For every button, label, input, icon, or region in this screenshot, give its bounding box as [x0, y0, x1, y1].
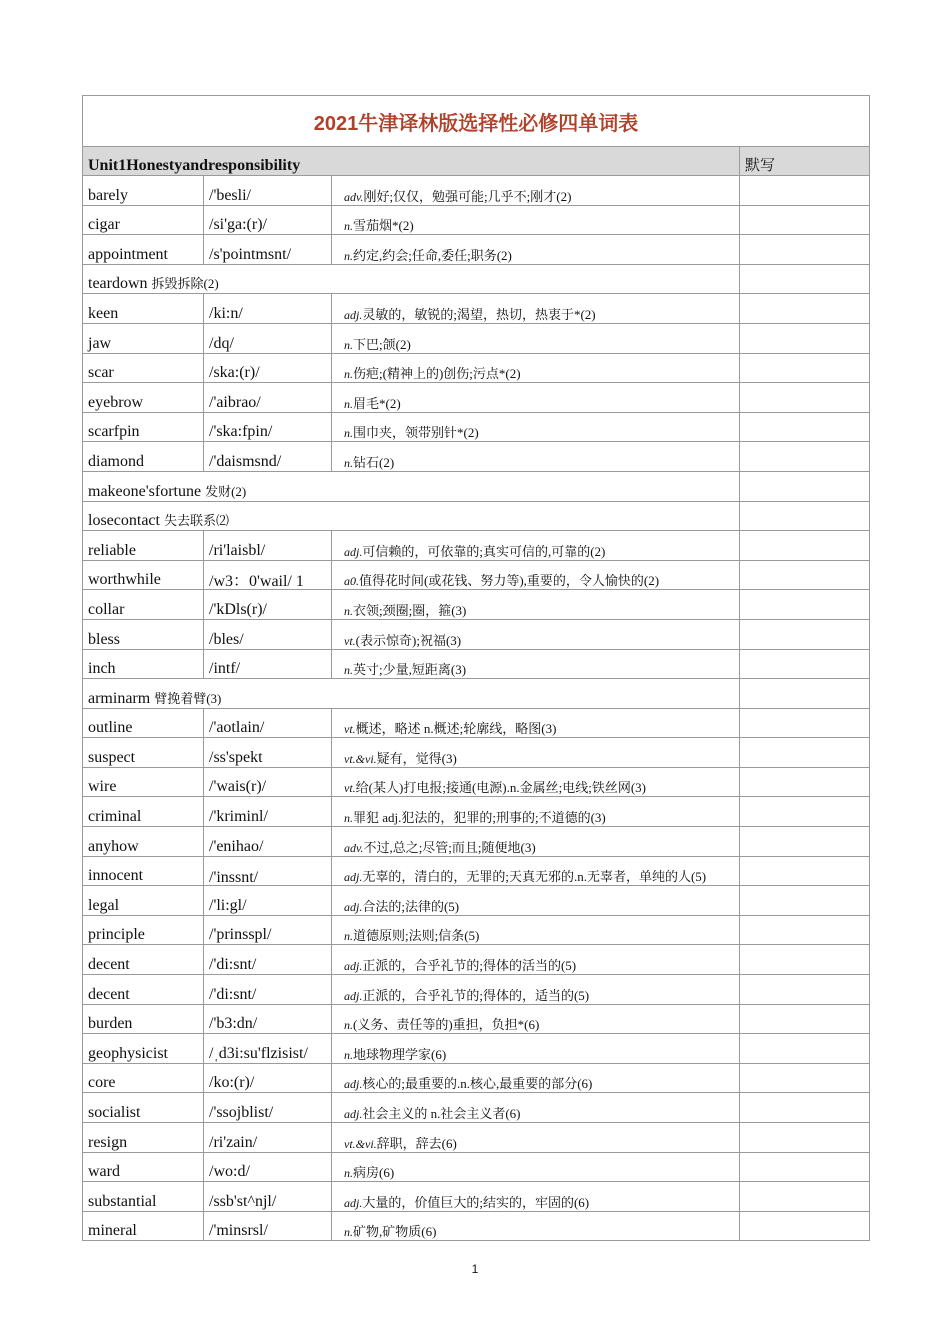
meaning-cell	[332, 590, 740, 620]
meaning-wrap	[344, 780, 646, 795]
phonetic-cell: /si'ga:(r)/	[204, 205, 332, 235]
dictation-cell[interactable]	[740, 471, 870, 501]
phonetic-cell: /'ssojblist/	[204, 1093, 332, 1123]
word-cell: wire	[83, 767, 204, 797]
word-row	[83, 915, 870, 945]
meaning-wrap	[344, 366, 521, 381]
meaning-cell	[332, 560, 740, 590]
meaning-wrap	[344, 1106, 521, 1121]
word-cell: outline	[83, 708, 204, 738]
meaning-text: 钻石(2)	[353, 454, 395, 470]
phonetic-cell: /ki:n/	[204, 294, 332, 324]
meaning-cell	[332, 708, 740, 738]
dictation-cell[interactable]	[740, 294, 870, 324]
word-row	[83, 1093, 870, 1123]
dictation-cell[interactable]	[740, 531, 870, 561]
meaning-text: 概述，略述 n.概述;轮廓线，略图(3)	[355, 721, 557, 737]
dictation-cell[interactable]	[740, 205, 870, 235]
phonetic-cell: /'di:snt/	[204, 945, 332, 975]
word-row	[83, 205, 870, 235]
word-cell: keen	[83, 294, 204, 324]
dictation-cell[interactable]	[740, 945, 870, 975]
part-of-speech: n.	[344, 367, 353, 382]
word-row	[83, 619, 870, 649]
dictation-cell[interactable]	[740, 619, 870, 649]
part-of-speech: adv.	[344, 840, 364, 855]
word-cell: diamond	[83, 442, 204, 472]
meaning-wrap	[344, 544, 605, 559]
meaning-text: 围巾夹，领带别针*(2)	[353, 425, 479, 441]
dictation-cell[interactable]	[740, 649, 870, 679]
phonetic-cell: /'besli/	[204, 176, 332, 206]
word-cell: eyebrow	[83, 383, 204, 413]
meaning-wrap	[344, 1165, 394, 1180]
phrase-row	[83, 264, 870, 294]
meaning-wrap	[344, 633, 461, 648]
meaning-wrap	[344, 1076, 592, 1091]
meaning-text: 无辜的，清白的，无罪的;天真无邪的.n.无辜者，单纯的人(5)	[362, 869, 707, 885]
dictation-cell[interactable]	[740, 975, 870, 1005]
phrase-text: makeone'sfortune	[88, 482, 202, 500]
meaning-cell	[332, 383, 740, 413]
meaning-wrap	[344, 1224, 436, 1239]
meaning-text: 罪犯 adj.犯法的，犯罪的;刑事的;不道德的(3)	[353, 810, 606, 826]
meaning-cell	[332, 1034, 740, 1064]
dictation-cell[interactable]	[740, 1123, 870, 1153]
meaning-cell	[332, 176, 740, 206]
word-row	[83, 649, 870, 679]
meaning-text: 值得花时间(或花钱、努力等),重要的，令人愉快的(2)	[359, 573, 660, 589]
phrase-cell	[83, 264, 740, 294]
part-of-speech: n.	[344, 219, 353, 234]
phonetic-cell: /'kriminl/	[204, 797, 332, 827]
dictation-cell[interactable]	[740, 176, 870, 206]
phonetic-cell: /'enihao/	[204, 827, 332, 857]
phrase-cell	[83, 679, 740, 709]
dictation-cell[interactable]	[740, 383, 870, 413]
phonetic-cell	[204, 856, 332, 886]
dictation-cell[interactable]	[740, 679, 870, 709]
phonetic-cell: /'b3:dn/	[204, 1004, 332, 1034]
meaning-text: 衣领;颈圈;圈，箍(3)	[353, 602, 467, 618]
meaning-text: 辞职，辞去(6)	[376, 1135, 457, 1151]
meaning-text: 核心的;最重要的.n.核心,最重要的部分(6)	[362, 1076, 593, 1092]
word-cell: scarfpin	[83, 412, 204, 442]
meaning-wrap	[344, 869, 739, 885]
word-cell: collar	[83, 590, 204, 620]
word-row	[83, 1004, 870, 1034]
meaning-cell	[332, 1211, 740, 1241]
phonetic-cell: /intf/	[204, 649, 332, 679]
meaning-cell	[332, 1182, 740, 1212]
part-of-speech: vt.	[344, 722, 356, 737]
meaning-cell	[332, 649, 740, 679]
dictation-cell[interactable]	[740, 560, 870, 590]
part-of-speech: vt.&vi.	[344, 1136, 377, 1151]
word-row	[83, 590, 870, 620]
dictation-cell[interactable]	[740, 1004, 870, 1034]
meaning-wrap	[344, 248, 512, 263]
phonetic-cell: /dq/	[204, 323, 332, 353]
phonetic-cell: /ssb'st^njl/	[204, 1182, 332, 1212]
meaning-cell	[332, 531, 740, 561]
word-cell: mineral	[83, 1211, 204, 1241]
meaning-text: 给(某人)打电报;接通(电源).n.金属丝;电线;铁丝网(3)	[355, 780, 646, 796]
phonetic-cell: /'kDls(r)/	[204, 590, 332, 620]
part-of-speech: a0.	[344, 574, 359, 589]
meaning-text: 不过,总之;尽管;而且;随便地(3)	[363, 839, 536, 855]
word-row	[83, 856, 870, 886]
phonetic-cell: /'aotlain/	[204, 708, 332, 738]
dictation-cell[interactable]	[740, 856, 870, 886]
meaning-wrap	[344, 721, 556, 736]
meaning-text: 伤疤;(精神上的)创伤;污点*(2)	[353, 366, 521, 382]
dictation-cell[interactable]	[740, 915, 870, 945]
part-of-speech: vt.	[344, 781, 356, 796]
phrase-meaning: 失去联系⑵	[163, 513, 229, 529]
word-row	[83, 560, 870, 590]
dictation-cell[interactable]	[740, 886, 870, 916]
meaning-wrap	[344, 218, 414, 233]
word-row	[83, 235, 870, 265]
part-of-speech: adj.	[344, 1195, 363, 1210]
meaning-text: 下巴;颌(2)	[353, 336, 411, 352]
part-of-speech: n.	[344, 663, 353, 678]
meaning-wrap	[344, 1017, 539, 1032]
meaning-wrap	[344, 337, 411, 352]
word-row	[83, 767, 870, 797]
meaning-text: 大量的，价值巨大的;结实的，牢固的(6)	[362, 1194, 590, 1210]
meaning-cell	[332, 323, 740, 353]
meaning-text: 疑有，觉得(3)	[376, 750, 457, 766]
meaning-cell	[332, 205, 740, 235]
meaning-cell	[332, 1123, 740, 1153]
phonetic-cell: /'wais(r)/	[204, 767, 332, 797]
word-cell: cigar	[83, 205, 204, 235]
meaning-text: 刚好;仅仅，勉强可能;几乎不;刚才(2)	[363, 188, 572, 204]
phonetic-cell: /ˌd3i:su'flzisist/	[204, 1034, 332, 1064]
meaning-text: (表示惊奇);祝福(3)	[355, 632, 462, 648]
dictation-cell[interactable]	[740, 442, 870, 472]
phrase-text: teardown	[88, 275, 148, 293]
part-of-speech: adj.	[344, 959, 363, 974]
dictation-cell[interactable]	[740, 708, 870, 738]
dictation-cell[interactable]	[740, 1093, 870, 1123]
word-cell: principle	[83, 915, 204, 945]
phonetic-cell: /'li:gl/	[204, 886, 332, 916]
part-of-speech: adj.	[344, 899, 363, 914]
dictation-cell[interactable]	[740, 353, 870, 383]
meaning-wrap	[344, 425, 479, 440]
word-cell: inch	[83, 649, 204, 679]
phonetic-cell: /'ska:fpin/	[204, 412, 332, 442]
word-row	[83, 797, 870, 827]
phonetic-text: /w3：0'wail/ 1	[209, 573, 304, 590]
meaning-cell	[332, 915, 740, 945]
word-cell: worthwhile	[83, 560, 204, 590]
word-row	[83, 1123, 870, 1153]
phonetic-cell: /ri'zain/	[204, 1123, 332, 1153]
meaning-text: 雪茄烟*(2)	[353, 218, 414, 234]
meaning-wrap	[344, 958, 576, 973]
dictation-cell[interactable]	[740, 323, 870, 353]
meaning-text: (义务、责任等的)重担，负担*(6)	[353, 1017, 540, 1033]
meaning-cell	[332, 442, 740, 472]
part-of-speech: n.	[344, 396, 353, 411]
dictation-cell[interactable]	[740, 827, 870, 857]
meaning-text: 合法的;法律的(5)	[362, 898, 460, 914]
phonetic-cell	[204, 560, 332, 590]
part-of-speech: adj.	[344, 988, 363, 1003]
part-of-speech: adj.	[344, 870, 363, 885]
part-of-speech: n.	[344, 929, 353, 944]
meaning-cell	[332, 886, 740, 916]
word-cell: anyhow	[83, 827, 204, 857]
meaning-wrap	[344, 928, 479, 943]
meaning-cell	[332, 738, 740, 768]
word-cell: bless	[83, 619, 204, 649]
dictation-header: 默写	[740, 147, 870, 176]
page-title: 2021牛津译林版选择性必修四单词表	[83, 96, 870, 147]
word-cell: jaw	[83, 323, 204, 353]
dictation-cell[interactable]	[740, 264, 870, 294]
meaning-cell	[332, 1093, 740, 1123]
meaning-text: 地球物理学家(6)	[353, 1046, 447, 1062]
meaning-text: 病房(6)	[353, 1165, 395, 1181]
part-of-speech: vt.	[344, 633, 356, 648]
meaning-wrap	[344, 751, 457, 766]
part-of-speech: n.	[344, 426, 353, 441]
part-of-speech: adj.	[344, 1107, 363, 1121]
meaning-cell	[332, 767, 740, 797]
dictation-cell[interactable]	[740, 1152, 870, 1182]
meaning-wrap	[344, 988, 589, 1003]
word-cell: resign	[83, 1123, 204, 1153]
word-cell: core	[83, 1063, 204, 1093]
word-row	[83, 1063, 870, 1093]
phrase-meaning: 拆毁拆除(2)	[151, 276, 219, 292]
word-cell: geophysicist	[83, 1034, 204, 1064]
meaning-text: 英寸;少量,短距离(3)	[353, 662, 467, 678]
dictation-cell[interactable]	[740, 1211, 870, 1241]
part-of-speech: vt.&vi.	[344, 751, 377, 766]
word-row	[83, 353, 870, 383]
phrase-meaning: 发财(2)	[205, 483, 247, 499]
word-row	[83, 176, 870, 206]
word-row	[83, 412, 870, 442]
word-row	[83, 945, 870, 975]
meaning-text: 约定,约会;任命,委任;职务(2)	[353, 247, 512, 263]
word-row	[83, 1182, 870, 1212]
phonetic-cell: /ri'laisbl/	[204, 531, 332, 561]
phonetic-cell: /wo:d/	[204, 1152, 332, 1182]
word-row	[83, 1211, 870, 1241]
meaning-wrap	[344, 1136, 457, 1151]
word-row	[83, 886, 870, 916]
phrase-text: arminarm	[88, 689, 151, 707]
meaning-wrap	[344, 307, 596, 322]
word-row	[83, 738, 870, 768]
word-cell: burden	[83, 1004, 204, 1034]
part-of-speech: adj.	[344, 544, 363, 559]
meaning-cell	[332, 1063, 740, 1093]
meaning-cell	[332, 827, 740, 857]
dictation-cell[interactable]	[740, 590, 870, 620]
word-cell: legal	[83, 886, 204, 916]
meaning-cell	[332, 1004, 740, 1034]
part-of-speech: n.	[344, 455, 353, 470]
phonetic-cell: /ko:(r)/	[204, 1063, 332, 1093]
dictation-cell[interactable]	[740, 1034, 870, 1064]
word-row	[83, 708, 870, 738]
phonetic-cell: /'aibrao/	[204, 383, 332, 413]
unit-heading: Unit1Honestyandresponsibility	[83, 147, 740, 176]
dictation-cell[interactable]	[740, 767, 870, 797]
phrase-row	[83, 679, 870, 709]
meaning-cell	[332, 975, 740, 1005]
word-cell: reliable	[83, 531, 204, 561]
meaning-cell	[332, 294, 740, 324]
word-cell: decent	[83, 945, 204, 975]
word-row	[83, 323, 870, 353]
meaning-cell	[332, 412, 740, 442]
meaning-cell	[332, 353, 740, 383]
word-row	[83, 383, 870, 413]
meaning-wrap	[344, 840, 536, 855]
meaning-text: 正派的，合乎礼节的;得体的活当的(5)	[362, 958, 577, 974]
part-of-speech: n.	[344, 1018, 353, 1033]
meaning-text: 可信赖的，可依靠的;真实可信的,可靠的(2)	[362, 543, 606, 559]
meaning-cell	[332, 797, 740, 827]
word-cell: innocent	[83, 856, 204, 886]
vocabulary-sheet	[82, 95, 869, 1241]
meaning-cell	[332, 945, 740, 975]
meaning-cell	[332, 235, 740, 265]
meaning-text: 道德原则;法则;信条(5)	[353, 928, 480, 944]
meaning-wrap	[344, 1195, 589, 1210]
phonetic-cell: /ss'spekt	[204, 738, 332, 768]
part-of-speech: n.	[344, 811, 353, 826]
dictation-cell[interactable]	[740, 412, 870, 442]
phonetic-cell: /'di:snt/	[204, 975, 332, 1005]
part-of-speech: adv.	[344, 189, 364, 204]
dictation-cell[interactable]	[740, 501, 870, 531]
dictation-cell[interactable]	[740, 1182, 870, 1212]
word-cell: socialist	[83, 1093, 204, 1123]
word-cell: scar	[83, 353, 204, 383]
phrase-cell	[83, 501, 740, 531]
meaning-cell	[332, 619, 740, 649]
meaning-wrap	[344, 899, 459, 914]
part-of-speech: adj.	[344, 307, 363, 322]
part-of-speech: n.	[344, 1047, 353, 1062]
meaning-wrap	[344, 189, 571, 204]
meaning-wrap	[344, 603, 466, 618]
word-row	[83, 975, 870, 1005]
meaning-cell	[332, 1152, 740, 1182]
phonetic-text: /'inssnt/	[209, 869, 259, 886]
phrase-text: losecontact	[88, 512, 160, 530]
meaning-wrap	[344, 396, 401, 411]
meaning-wrap	[344, 573, 739, 589]
word-row	[83, 1034, 870, 1064]
part-of-speech: n.	[344, 603, 353, 618]
word-row	[83, 531, 870, 561]
phrase-row	[83, 471, 870, 501]
part-of-speech: n.	[344, 1225, 353, 1240]
phonetic-cell: /'daismsnd/	[204, 442, 332, 472]
meaning-text: 眉毛*(2)	[353, 395, 401, 411]
word-cell: criminal	[83, 797, 204, 827]
meaning-wrap	[344, 810, 606, 825]
phrase-meaning: 臂挽着臂(3)	[154, 690, 222, 706]
meaning-cell	[332, 856, 740, 886]
phrase-cell	[83, 471, 740, 501]
meaning-text: 正派的，合乎礼节的;得体的，适当的(5)	[362, 987, 590, 1003]
meaning-text: 灵敏的，敏锐的;渴望，热切，热衷于*(2)	[362, 306, 596, 322]
word-cell: barely	[83, 176, 204, 206]
dictation-cell[interactable]	[740, 1063, 870, 1093]
word-cell: suspect	[83, 738, 204, 768]
dictation-cell[interactable]	[740, 797, 870, 827]
word-cell: ward	[83, 1152, 204, 1182]
meaning-text: 矿物,矿物质(6)	[353, 1224, 437, 1240]
part-of-speech: n.	[344, 337, 353, 352]
meaning-text: 社会主义的 n.社会主义者(6)	[362, 1106, 521, 1121]
word-cell: decent	[83, 975, 204, 1005]
part-of-speech: adj.	[344, 1077, 363, 1092]
phonetic-cell: /'minsrsl/	[204, 1211, 332, 1241]
page-number: 1	[471, 1262, 479, 1276]
vocabulary-table	[82, 95, 870, 1241]
part-of-speech: n.	[344, 1166, 353, 1181]
word-cell: substantial	[83, 1182, 204, 1212]
meaning-wrap	[344, 662, 466, 677]
dictation-cell[interactable]	[740, 738, 870, 768]
word-row	[83, 294, 870, 324]
phonetic-cell: /ska:(r)/	[204, 353, 332, 383]
word-row	[83, 442, 870, 472]
phonetic-cell: /s'pointmsnt/	[204, 235, 332, 265]
word-cell: appointment	[83, 235, 204, 265]
part-of-speech: n.	[344, 248, 353, 263]
word-row	[83, 1152, 870, 1182]
meaning-wrap	[344, 455, 394, 470]
word-row	[83, 827, 870, 857]
meaning-wrap	[344, 1047, 446, 1062]
phonetic-cell: /bles/	[204, 619, 332, 649]
phonetic-cell: /'prinsspl/	[204, 915, 332, 945]
phrase-row	[83, 501, 870, 531]
dictation-cell[interactable]	[740, 235, 870, 265]
